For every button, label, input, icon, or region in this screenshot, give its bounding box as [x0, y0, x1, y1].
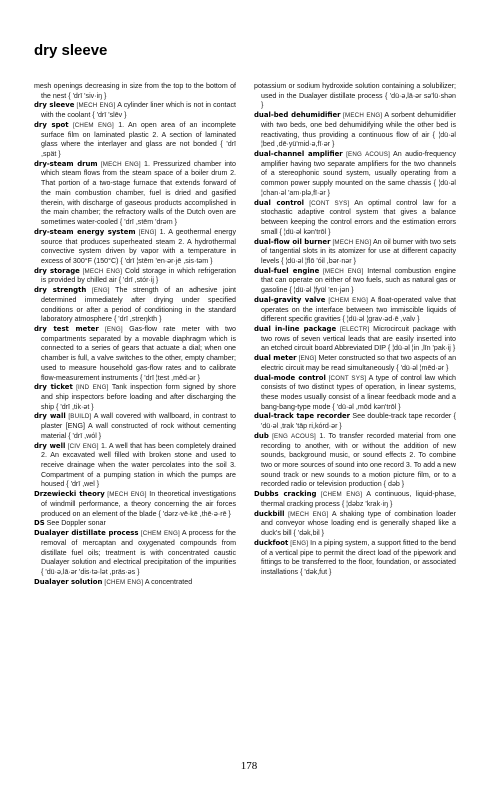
headword: dry ticket [34, 383, 73, 392]
definition: A continuous, liquid-phase, thermal cracking process [261, 490, 456, 508]
field-label: [BUILD] [68, 413, 92, 421]
pronunciation: { 'drī ¦stēm 'en·ər·jē ,sis·təm } [120, 256, 213, 265]
dictionary-entry [254, 374, 456, 413]
pronunciation: { 'dü·əl ,mōd kən'trōl } [332, 402, 401, 411]
field-label: [ELECTR] [339, 325, 370, 333]
headword: dry well [34, 441, 66, 450]
pronunciation: { 'drī ¦test ,mēd·ər } [139, 373, 200, 382]
headword: dry sleeve [34, 101, 75, 110]
pronunciation: { ¦dü·əl kən'trōl } [279, 227, 331, 236]
dictionary-entry [34, 578, 236, 588]
definition: 1. Pressurized chamber into which steam flows from the steam space of a boiler drum 2. That portion of a two-stage furnace that extends forward of the main combustion chamber, fuel is dried and gasified therein, with discharge of gaseous products accomplished in the main chamber; the refractory walls of the Dutch oven are sometimes water-cooled [41, 159, 236, 227]
headword: dry-steam energy system [34, 227, 136, 236]
pronunciation: { ¦dü·əl ¦fyül 'en·jən } [289, 286, 354, 295]
field-label: [MECH ENG] [82, 267, 123, 275]
field-label: [MECH ENG] [332, 238, 372, 246]
pronunciation: { ¦dü·əl ¦in ,līn 'pak·ij } [387, 344, 456, 353]
pronunciation: { ¦dü·əl ¦bed ,dē·yü'mid·ə,fī·ər } [261, 130, 456, 149]
dictionary-entry [254, 150, 456, 199]
pronunciation: { ¦dəbz 'krak·iŋ } [341, 499, 393, 508]
definition: See Doppler sonar [46, 519, 106, 528]
dictionary-entry [254, 325, 456, 354]
dictionary-entry [34, 519, 236, 529]
definition: An optimal control law for a stochastic adaptive control system that gives a balance between keeping the control errors and the estimation errors small [261, 198, 456, 236]
field-label: [MECH ENG] [323, 267, 364, 275]
definition: Meter constructed so that two aspects of an electric circuit may be read simultaneously [261, 354, 457, 372]
field-label: [CHEM ENG] [104, 578, 144, 586]
dictionary-entry [34, 442, 236, 491]
definition: See double-track tape recorder [352, 412, 452, 421]
headword: dual control [254, 198, 304, 207]
dictionary-entry [254, 238, 456, 267]
dictionary-entry [254, 111, 456, 150]
field-label: [CHEM ENG] [328, 296, 369, 304]
pronunciation: { 'dü·əl ,trak 'tāp ri,kórd·ər } [261, 412, 456, 431]
pronunciation: { ¦dü·əl ¦grav·əd·ē ,valv } [342, 315, 420, 324]
pronunciation: { ¦dü·əl ¦chan·əl 'am·plə,fī·ər } [261, 179, 456, 197]
dictionary-entry [34, 267, 236, 286]
definition: Cold storage in which refrigeration is provided by chilled air [41, 266, 236, 285]
pronunciation: { 'drī ,streŋkth } [113, 315, 162, 324]
field-label: [MECH ENG] [76, 102, 116, 110]
headword: dry storage [34, 266, 80, 275]
definition: A sorbent dehumidifier with two beds, one bed dehumidifying while the other bed is reactivating, thus providing a continuous flow of air [261, 111, 456, 139]
dictionary-entry [34, 160, 236, 228]
headword: DS [34, 519, 45, 528]
definition: mesh openings decreasing in size from the top to the bottom of the nest [34, 82, 236, 100]
field-label: [CHEM ENG] [72, 121, 114, 129]
dictionary-entry [254, 354, 456, 373]
dictionary-entry [254, 82, 456, 111]
field-label: [ENG] [104, 325, 123, 333]
definition: A float-operated valve that operates on the interface between two immiscible liquids of different specific gravities [261, 295, 456, 324]
headword: dual-fuel engine [254, 266, 320, 275]
definition: A cylinder liner which is not in contact with the coolant [41, 101, 236, 120]
running-head: dry sleeve [34, 42, 108, 59]
pronunciation: { 'drī ,wel } [66, 480, 100, 489]
dictionary-entry [34, 286, 236, 325]
dictionary-entry [34, 325, 236, 383]
definition: An oil burner with two sets of tangential slots in its atomizer for use at different capacity levels [261, 237, 456, 265]
definition: A process for the removal of mercaptan and oxygenated compounds from distillate fuel oils; treatment is with concentrated caustic Dualayer solution and electrical precipitation of the impurities [41, 529, 236, 567]
pronunciation: { 'drī ,wól } [68, 431, 102, 440]
field-label: [MECH ENG] [288, 510, 329, 518]
definition: Internal combustion engine that can operate on either of two fuels, such as natural gas or gasoline [261, 266, 456, 295]
definition: In a piping system, a support fitted to the bend of a vertical pipe to permit the direct load of the pipework and fittings to be transferred to the floor, foundation, or associated installations [261, 538, 456, 576]
dictionary-entry [254, 412, 456, 431]
pronunciation: { 'drī 'siv·iŋ } [68, 91, 107, 100]
dictionary-entry [34, 121, 236, 160]
dictionary-entry [254, 432, 456, 490]
headword: dry spot [34, 120, 69, 129]
definition: 1. A well that has been completely drained 2. An excavated well filled with broken stone and used to receive drainage when the water percolates into the soil 3. Compartment of a pumping station in which the pumps are housed [41, 441, 236, 489]
headword: duckfoot [254, 538, 289, 547]
dictionary-entry [34, 383, 236, 412]
pronunciation: { 'dək,fut } [300, 567, 332, 576]
definition: The strength of an adhesive joint determined immediately after drying under specified conditions or after a period of conditioning in the standard laboratory atmosphere [41, 286, 236, 324]
pronunciation: { 'drī ,spät } [41, 140, 236, 159]
definition: A type of control law which consists of two distinct types of operation, in linear systems, these modes usually consist of a linear feedback mode and a bang-bang-type mode [261, 373, 456, 411]
definition: Tank inspection form signed by shore and ship inspectors before loading and after discharging the ship [41, 383, 237, 411]
headword: Dualayer solution [34, 577, 103, 586]
field-label: [ENG] [290, 539, 309, 547]
left-column [34, 82, 236, 587]
right-column [254, 82, 456, 578]
definition: potassium or sodium hydroxide solution containing a solubilizer; used in the Dualayer distillate process [254, 82, 456, 100]
headword: dub [254, 431, 269, 440]
field-label: [MECH ENG] [100, 160, 141, 168]
definition: 1. An open area of an incomplete surface film on laminated plastic 2. A section of laminated glass where the interlayer and glass are not bonded [41, 120, 236, 149]
pronunciation: { ¦dü·əl ¦flō 'óil ,bər·nər } [281, 256, 356, 265]
definition: 1. A geothermal energy source that produces superheated steam 2. A hydrothermal convective system driven by vapor with a temperature in excess of 300°F (150°C) [41, 227, 236, 265]
dictionary-entry [34, 529, 236, 578]
field-label: [CONT SYS] [328, 374, 367, 382]
pronunciation: { 'dək,bil } [293, 529, 325, 538]
headword: dual-mode control [254, 373, 326, 382]
headword: dry test meter [34, 324, 99, 333]
dictionary-entry [34, 490, 236, 519]
definition: Microcircuit package with two rows of seven vertical leads that are easily inserted into an etched circuit board Abbreviated DIP [261, 324, 456, 353]
headword: dual-track tape recorder [254, 412, 351, 421]
headword: dry wall [34, 412, 66, 421]
definition: A shaking type of combination loader and conveyor whose loading end is generally shaped like a duck's bill [261, 509, 456, 538]
field-label: [ENG ACOUS] [346, 151, 390, 159]
headword: dual-channel amplifier [254, 150, 343, 159]
dictionary-entry [34, 82, 236, 101]
dictionary-entry [34, 412, 236, 441]
page-number: 178 [240, 760, 258, 772]
pronunciation: { 'dü·ə,lā·ər 'dis·tə·lət ,präs·əs } [41, 567, 140, 576]
pronunciation: { 'drī ,tik·ət } [56, 402, 94, 411]
dictionary-entry [34, 101, 236, 120]
pronunciation: { 'dərz·vē·kē ,thē·ə·rē } [158, 509, 231, 518]
pronunciation: { 'dü·ə,lā·ər sə'lü·shən } [261, 91, 457, 110]
field-label: [CONT SYS] [309, 199, 350, 207]
field-label: [CIV ENG] [67, 442, 99, 450]
headword: Drzewiecki theory [34, 490, 105, 499]
dictionary-entry [254, 296, 456, 325]
headword: dual-bed dehumidifier [254, 111, 341, 120]
headword: dual meter [254, 354, 297, 363]
field-label: [ENG] [91, 287, 110, 295]
field-label: [CHEM ENG] [140, 530, 180, 538]
dictionary-entry [254, 199, 456, 238]
headword: dual in-line package [254, 324, 337, 333]
field-label: [CHEM ENG] [320, 491, 363, 499]
field-label: [IND ENG] [76, 384, 109, 392]
dictionary-entry [254, 490, 456, 509]
pronunciation: { 'dü·əl ¦mēd·ər } [396, 363, 449, 372]
pronunciation: { 'drī 'slēv } [92, 111, 127, 120]
headword: dry-steam drum [34, 159, 98, 168]
dictionary-entry [254, 539, 456, 578]
field-label: [MECH ENG] [107, 491, 147, 499]
pronunciation: { 'drī ,stór·ij } [118, 276, 159, 285]
headword: Dubbs cracking [254, 490, 317, 499]
headword: dual-gravity valve [254, 295, 326, 304]
definition: A concentrated [144, 577, 193, 586]
field-label: [MECH ENG] [343, 112, 383, 120]
definition: Gas-flow rate meter with two compartments separated by a movable diaphragm which is connected to a series of gears that actuate a dial; when one chamber is full, a valve switches to the other, empty chamber; used to measure household gas-flow rates and to calibrate flow-measurement instruments [41, 324, 236, 382]
field-label: [ENG] [298, 355, 317, 363]
dictionary-entry [254, 267, 456, 296]
dictionary-entry [254, 510, 456, 539]
headword: duckbill [254, 509, 285, 518]
field-label: [ENG ACOUS] [272, 432, 316, 440]
pronunciation: { 'drī ,stēm 'drəm } [119, 218, 177, 227]
dictionary-entry [34, 228, 236, 267]
headword: Dualayer distillate process [34, 529, 139, 538]
definition: A wall covered with wallboard, in contrast to plaster [ENG] A wall constructed of rock without cementing material [41, 412, 236, 440]
headword: dry strength [34, 286, 87, 295]
definition: In theoretical investigations of windmill performance, a theory concerning the air forces produced on an element of the blade [41, 490, 236, 518]
headword: dual-flow oil burner [254, 237, 331, 246]
definition: An audio-frequency amplifier having two separate amplifiers for the two channels of a stereophonic sound system, usually operating from a common power supply mounted on the same chassis [261, 150, 456, 188]
definition: 1. To transfer recorded material from one recording to another, with or without the addition of new sounds, background music, or sound effects 2. To combine two or more sources of sound into one record 3. To add a new sound track or new sounds to a motion picture film, or to a recorded radio or television production [261, 431, 456, 489]
field-label: [ENG] [138, 228, 157, 236]
pronunciation: { dəb } [383, 480, 405, 489]
